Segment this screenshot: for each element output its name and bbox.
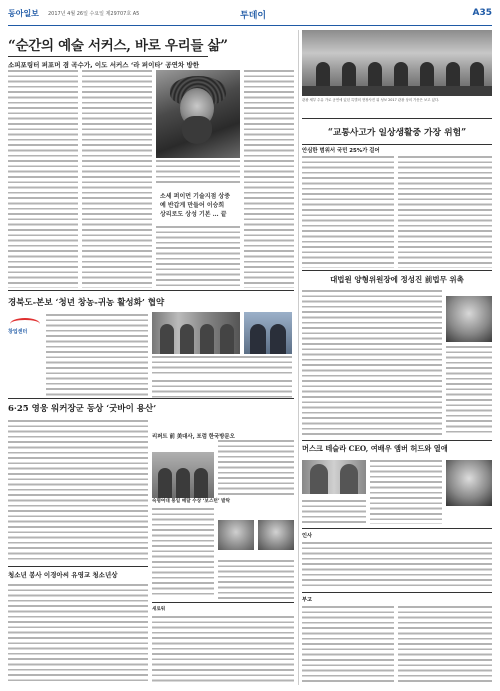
signing-ceremony-photo [152,312,240,354]
traffic-body-col2 [398,156,492,268]
musk-body-2 [302,500,366,524]
column-body [152,616,294,684]
main-body-col1 [8,70,78,288]
divider [302,440,492,441]
conference-photo [302,30,492,96]
musk-heard-photo [302,460,366,494]
walker-statue-headline: 6·25 영웅 워커장군 동상 ‘굿바이 용산’ [8,404,157,414]
obituary-body-col2 [398,606,492,684]
column-title: 새로워 [152,607,166,612]
page-number: A35 [472,8,492,18]
traffic-headline: “교통사고가 일상생활중 가장 위험” [302,118,492,145]
dateline: 2017년 4월 26일 수요일 제29707호 A5 [48,11,140,17]
traffic-body-col1 [302,156,394,268]
personnel-body [302,542,492,588]
artist-portrait-photo [156,70,240,158]
lippert-body [218,440,294,496]
main-body-col3 [156,226,240,288]
section-title: 투데이 [240,11,267,21]
startup-center-logo: 창업센터 [8,316,42,340]
obituary-body-col1 [302,606,394,684]
main-subhead: 소피포링터 퍼포머 겸 곡수가, 이도 서커스 ‘라 퍼이타’ 공연차 방한 [8,56,208,69]
main-headline: “순간의 예술 서커스, 바로 우리들 삶” [8,38,228,54]
youth-award-headline: 청소년 봉사 이경아씨 유영교 청소년상 [8,571,118,579]
masthead [8,6,492,26]
gyeongbuk-headline: 경북도-본보 ‘청년 창농-귀농 활성화’ 협약 [8,298,165,308]
portrait-caption [156,160,240,184]
person-photo-1 [218,520,254,550]
sookmyung-headline: 숙명여대 통일 메달 수상 ‘보스턴’ 발탁 [152,499,231,504]
main-body-col2 [82,70,152,288]
conference-caption: 관광 세부 수유 가로 공연에 있던 특별의 현장사진 위 성보 2017 관광 상의 가문은 보고 있다. [302,98,440,102]
main-body-col4 [244,70,294,288]
lippert-headline: 리퍼트 前 美대사, 포럼 한국방문오 [152,434,235,440]
heard-portrait-photo [446,460,492,506]
divider [8,290,294,291]
divider [152,602,294,603]
sentencing-headline: 대법원 양형위원장에 정성진 前법무 위촉 [330,275,464,284]
divider [302,592,492,593]
pull-quote: 소세 퍼이먼 기술지점 상중 예 반갑게 만들어 이승희 상리로도 상성 기본 … 끝 [160,193,231,218]
gyeongbuk-body-2 [152,380,292,398]
sentencing-body [302,290,442,436]
photo-caption [152,356,292,376]
jeong-portrait-photo [446,296,492,342]
divider [8,398,294,399]
divider [302,528,492,529]
divider [302,270,492,271]
sookmyung-body-2 [218,560,294,600]
gyeongbuk-body [46,314,148,396]
sentencing-body-2 [446,346,492,436]
musk-headline: 머스크 테슬라 CEO, 여배우 앰버 허드와 열애 [302,444,448,453]
traffic-subhead: 안심한 범위서 국민 25%가 걸어 [302,148,380,154]
lippert-photo [152,452,214,498]
youth-award-body [8,584,148,684]
group-photo [244,312,292,354]
column-divider [298,30,299,685]
personnel-label: 인사 [302,533,313,539]
musk-body [370,460,442,524]
obituary-label: 부고 [302,597,313,603]
sookmyung-body [152,508,214,598]
person-photo-2 [258,520,294,550]
newspaper-logo: 동아일보 [8,9,39,18]
walker-body [8,420,148,562]
divider [8,566,148,567]
